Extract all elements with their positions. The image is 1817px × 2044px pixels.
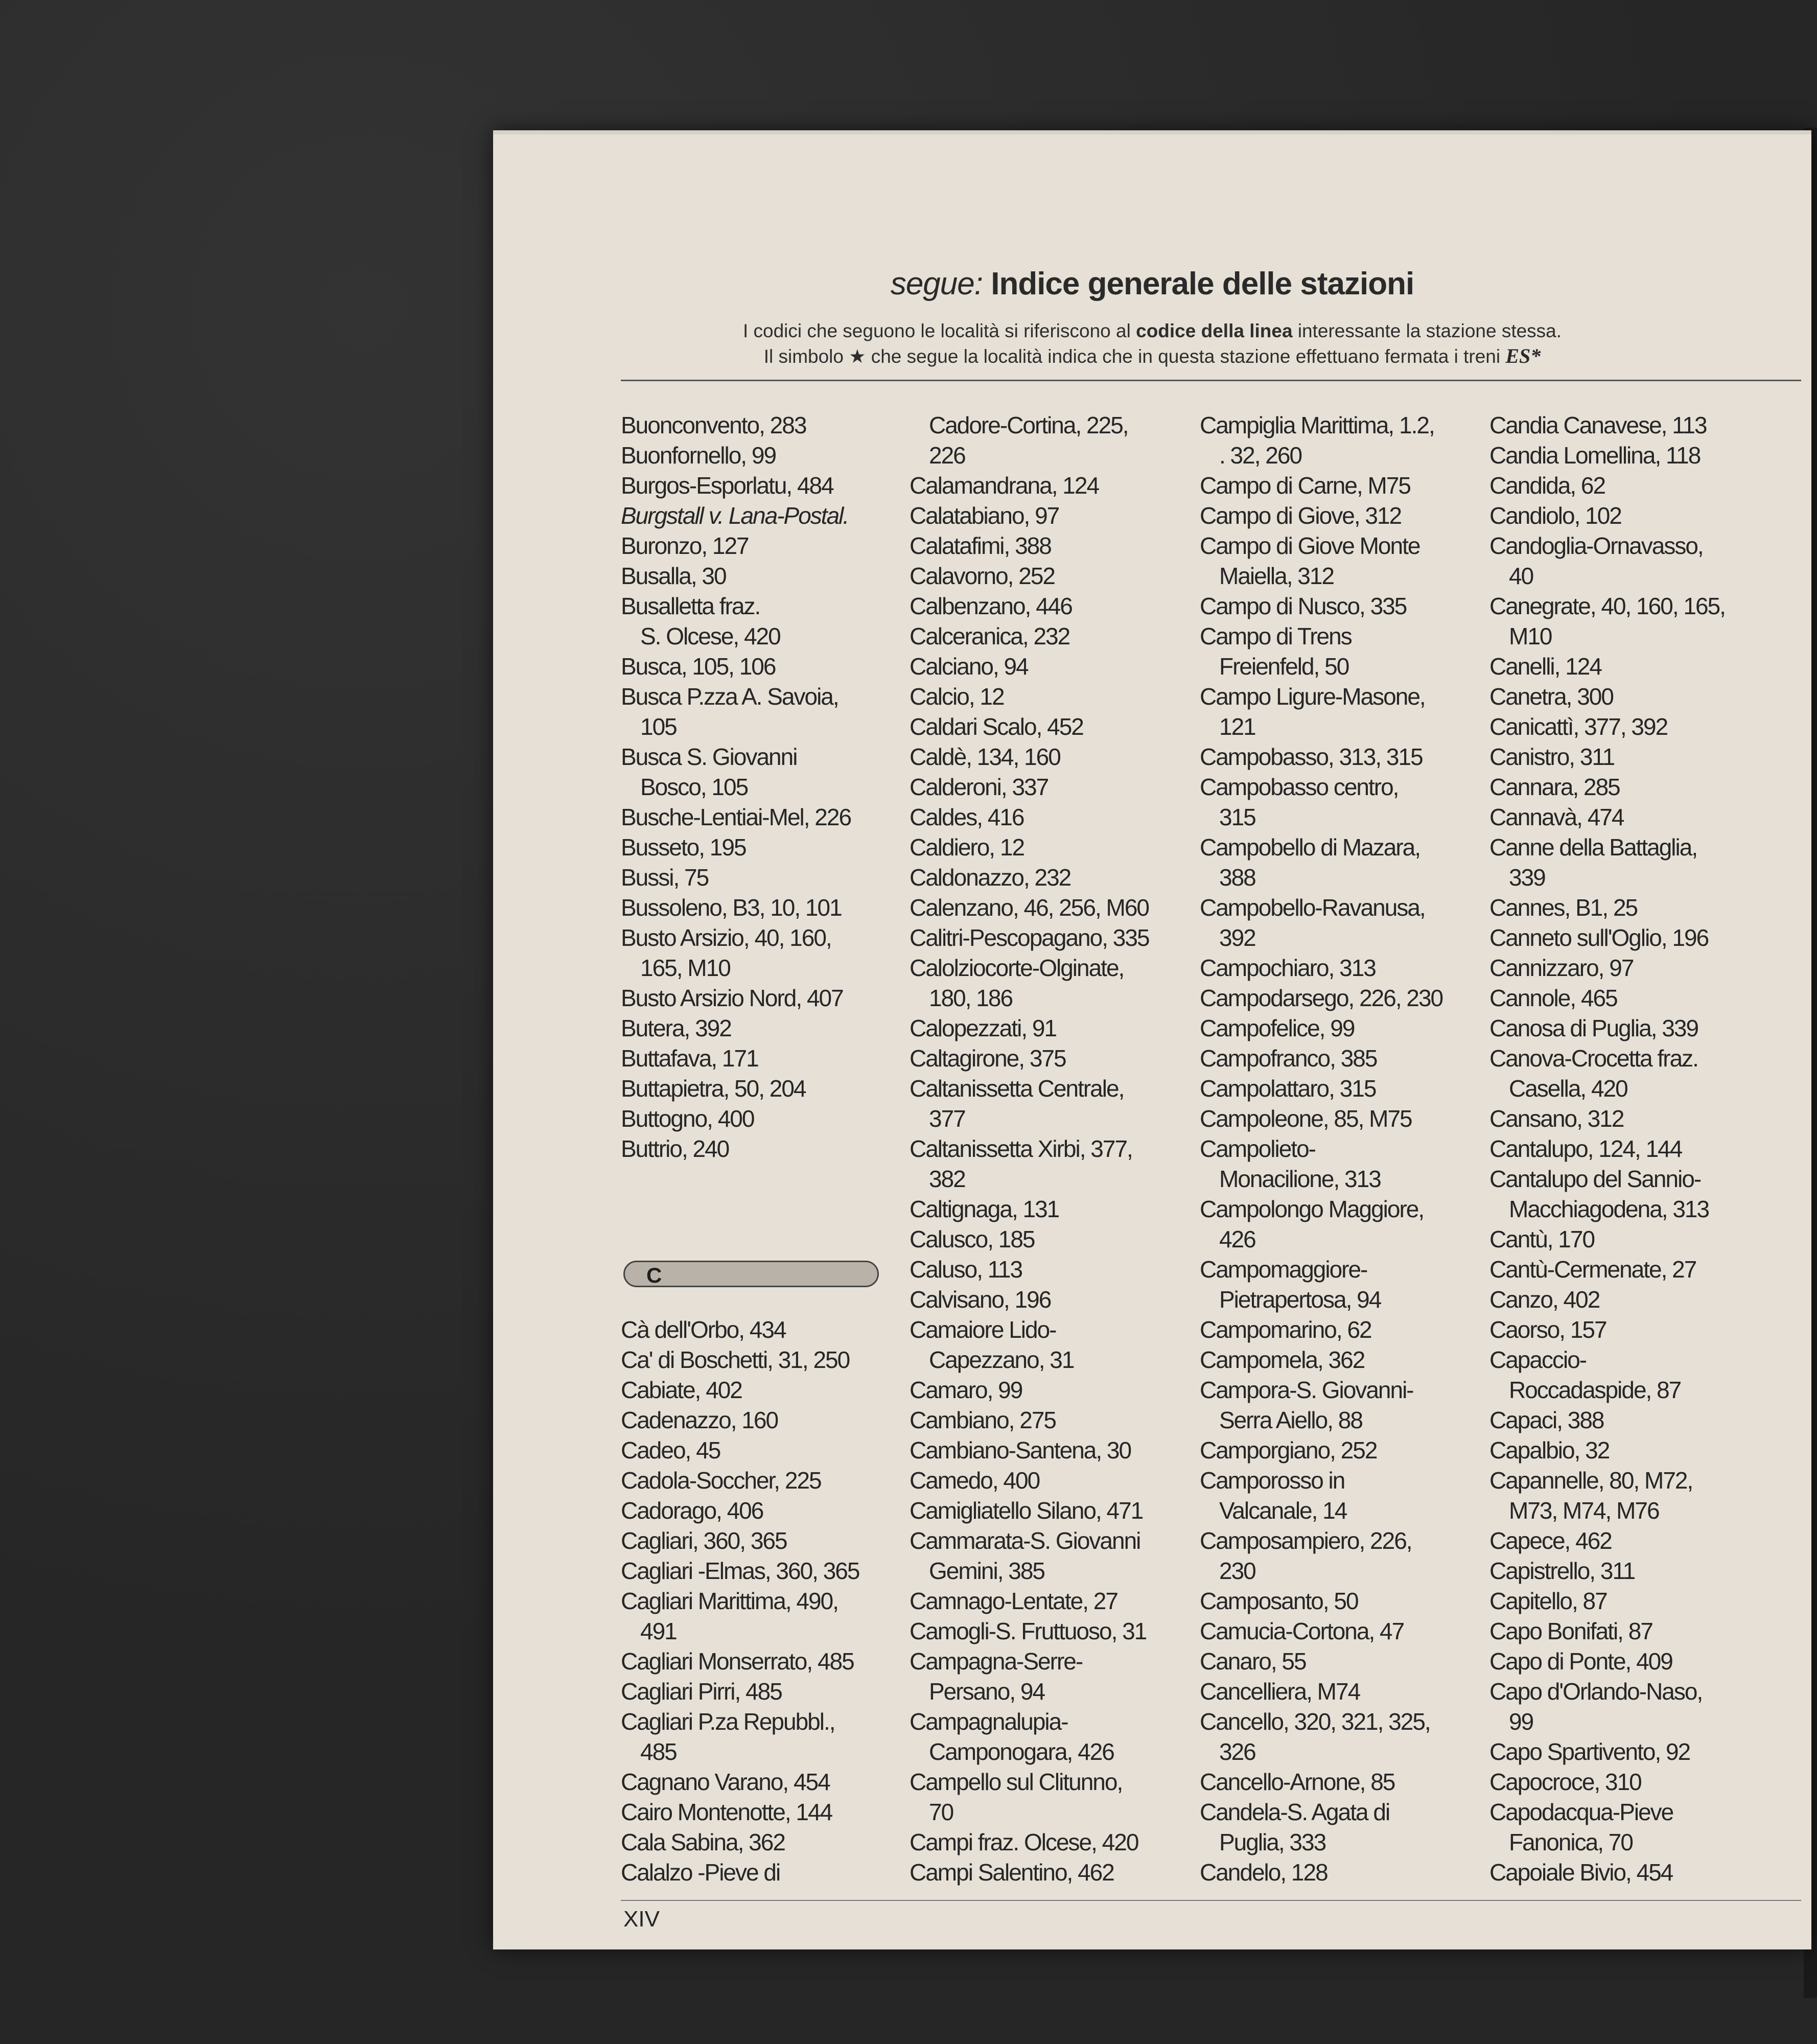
index-entry: Canneto sull'Oglio, 196 — [1489, 924, 1709, 951]
index-entry: Capannelle, 80, M72, — [1489, 1467, 1693, 1494]
index-entry: Campiglia Marittima, 1.2, — [1200, 412, 1434, 438]
index-entry: Canetra, 300 — [1489, 683, 1613, 710]
index-entry: Busto Arsizio Nord, 407 — [621, 985, 843, 1011]
index-column-3 — [1200, 410, 1486, 1888]
note-text: Il simbolo ★ che segue la località indica che in questa stazione effettuano fermata i treni — [763, 346, 1501, 367]
index-entry-continuation: Camponogara, 426 — [929, 1738, 1114, 1765]
index-entry: Cadenazzo, 160 — [621, 1407, 778, 1433]
note-text: I codici che seguono le località si riferiscono al — [742, 320, 1131, 341]
index-entry: Cancelliera, M74 — [1200, 1678, 1360, 1705]
index-entry: Capodacqua-Pieve — [1489, 1799, 1673, 1825]
index-entry: Campofranco, 385 — [1200, 1045, 1377, 1072]
index-entry: Calciano, 94 — [910, 653, 1028, 680]
index-entry: Campi fraz. Olcese, 420 — [910, 1829, 1138, 1855]
index-entry: Canova-Crocetta fraz. — [1489, 1045, 1698, 1072]
index-entry-continuation: Serra Aiello, 88 — [1219, 1407, 1362, 1433]
index-entry: Busca P.zza A. Savoia, — [621, 683, 838, 710]
index-entry-continuation: 326 — [1219, 1738, 1255, 1765]
index-entry: Busalletta fraz. — [621, 593, 760, 619]
index-entry: Cagnano Varano, 454 — [621, 1769, 830, 1795]
index-entry: Camaiore Lido- — [910, 1316, 1056, 1343]
index-entry: Calcio, 12 — [910, 683, 1004, 710]
index-entry: Cantalupo, 124, 144 — [1489, 1135, 1682, 1162]
index-entry: Bussoleno, B3, 10, 101 — [621, 894, 842, 921]
index-entry-continuation: . 32, 260 — [1219, 442, 1302, 469]
note-bold-text: codice della linea — [1136, 320, 1293, 341]
index-entry: Camucia-Cortona, 47 — [1200, 1618, 1404, 1644]
index-entry: Cancello, 320, 321, 325, — [1200, 1708, 1430, 1735]
index-entry: Capaci, 388 — [1489, 1407, 1604, 1433]
index-entry: Cambiano-Santena, 30 — [910, 1437, 1131, 1464]
index-entry: Cagliari Monserrato, 485 — [621, 1648, 854, 1675]
index-entry: Camposampiero, 226, — [1200, 1527, 1412, 1554]
index-entry: Campo di Carne, M75 — [1200, 472, 1410, 499]
index-entry: Calusco, 185 — [910, 1226, 1035, 1252]
index-entry: Canzo, 402 — [1489, 1286, 1600, 1313]
index-entry-continuation: 40 — [1509, 563, 1533, 589]
index-entry: Campo di Giove, 312 — [1200, 502, 1402, 529]
index-entry: Candelo, 128 — [1200, 1859, 1327, 1886]
index-entry-continuation: Gemini, 385 — [929, 1558, 1045, 1584]
index-entry: Calamandrana, 124 — [910, 472, 1099, 499]
index-entry: Calatabiano, 97 — [910, 502, 1059, 529]
index-entry: Cantù-Cermenate, 27 — [1489, 1256, 1696, 1283]
index-entry: Cannole, 465 — [1489, 985, 1617, 1011]
index-entry: Campolongo Maggiore, — [1200, 1196, 1424, 1222]
index-entry-continuation: Valcanale, 14 — [1219, 1497, 1347, 1524]
index-entry: Capece, 462 — [1489, 1527, 1612, 1554]
index-entry: Campora-S. Giovanni- — [1200, 1377, 1413, 1403]
es-train-logo: ES* — [1505, 344, 1541, 367]
index-entry: Camposanto, 50 — [1200, 1588, 1358, 1614]
index-entry-continuation: 382 — [929, 1166, 965, 1192]
index-entry: Caldari Scalo, 452 — [910, 713, 1083, 740]
index-entry: Campoleone, 85, M75 — [1200, 1105, 1412, 1132]
index-entry: Campomarino, 62 — [1200, 1316, 1371, 1343]
index-entry: Calbenzano, 446 — [910, 593, 1072, 619]
index-entry: Canaro, 55 — [1200, 1648, 1306, 1675]
index-entry: Cambiano, 275 — [910, 1407, 1056, 1433]
index-entry: Canelli, 124 — [1489, 653, 1601, 680]
index-entry: Campobello di Mazara, — [1200, 834, 1420, 861]
index-entry: Caluso, 113 — [910, 1256, 1022, 1283]
index-entry: Buttapietra, 50, 204 — [621, 1075, 806, 1102]
index-entry: Cadola-Soccher, 225 — [621, 1467, 821, 1494]
index-entry: Campobello-Ravanusa, — [1200, 894, 1425, 921]
index-entry: Canosa di Puglia, 339 — [1489, 1015, 1698, 1041]
index-entry: Capitello, 87 — [1489, 1588, 1607, 1614]
index-entry: Canne della Battaglia, — [1489, 834, 1697, 861]
index-entry: Bussi, 75 — [621, 864, 709, 891]
index-entry: Calatafimi, 388 — [910, 532, 1051, 559]
index-entry: Cagliari -Elmas, 360, 365 — [621, 1558, 859, 1584]
index-entry: Cancello-Arnone, 85 — [1200, 1769, 1395, 1795]
index-entry: Canicattì, 377, 392 — [1489, 713, 1668, 740]
index-entry: Buttafava, 171 — [621, 1045, 758, 1072]
index-entry: Buttrio, 240 — [621, 1135, 729, 1162]
index-column-4 — [1489, 410, 1776, 1888]
title-prefix: segue: — [890, 266, 983, 301]
index-entry: Camigliatello Silano, 471 — [910, 1497, 1143, 1524]
index-entry: Camedo, 400 — [910, 1467, 1040, 1494]
index-entry: Campi Salentino, 462 — [910, 1859, 1114, 1886]
index-entry: Camogli-S. Fruttuoso, 31 — [910, 1618, 1147, 1644]
index-entry-continuation: Capezzano, 31 — [929, 1346, 1074, 1373]
index-entry: Campolieto- — [1200, 1135, 1315, 1162]
index-entry: Capo Bonifati, 87 — [1489, 1618, 1652, 1644]
index-entry: Camporosso in — [1200, 1467, 1345, 1494]
index-entry-continuation: Pietrapertosa, 94 — [1219, 1286, 1381, 1313]
index-entry-continuation: 105 — [640, 713, 677, 740]
index-entry-continuation: 121 — [1219, 713, 1255, 740]
index-entry-continuation: 99 — [1509, 1708, 1533, 1735]
index-entry-continuation: 426 — [1219, 1226, 1255, 1252]
index-entry: Caltanissetta Centrale, — [910, 1075, 1124, 1102]
index-entry: Cagliari Marittima, 490, — [621, 1588, 838, 1614]
index-entry: Busca S. Giovanni — [621, 744, 797, 770]
index-entry: Campobasso centro, — [1200, 774, 1399, 800]
index-entry: Camaro, 99 — [910, 1377, 1022, 1403]
index-entry: Cala Sabina, 362 — [621, 1829, 785, 1855]
index-entry: Cabiate, 402 — [621, 1377, 742, 1403]
index-entry: Cannes, B1, 25 — [1489, 894, 1638, 921]
document-page — [493, 130, 1811, 1949]
index-entry: Cantù, 170 — [1489, 1226, 1595, 1252]
index-entry: Calderoni, 337 — [910, 774, 1049, 800]
index-entry-continuation: Freienfeld, 50 — [1219, 653, 1349, 680]
index-entry: Canegrate, 40, 160, 165, — [1489, 593, 1725, 619]
index-entry: Campo Ligure-Masone, — [1200, 683, 1425, 710]
index-entry-continuation: Cadore-Cortina, 225, — [929, 412, 1128, 438]
index-entry-continuation: 315 — [1219, 804, 1255, 830]
section-c-entries — [621, 1315, 907, 1888]
section-letter: C — [646, 1263, 662, 1287]
index-entry: Cammarata-S. Giovanni — [910, 1527, 1140, 1554]
index-entry-continuation: 491 — [640, 1618, 677, 1644]
index-entry: Campodarsego, 226, 230 — [1200, 985, 1443, 1011]
page-title — [493, 266, 1811, 302]
index-entry: Calitri-Pescopagano, 335 — [910, 924, 1149, 951]
index-entry: Buonconvento, 283 — [621, 412, 806, 438]
index-entry: Calalzo -Pieve di — [621, 1859, 780, 1886]
index-entry: Campolattaro, 315 — [1200, 1075, 1376, 1102]
index-entry: Cadeo, 45 — [621, 1437, 720, 1464]
page-top-edge — [493, 130, 1811, 134]
index-entry: Caldè, 134, 160 — [910, 744, 1060, 770]
title-text: Indice generale delle stazioni — [991, 266, 1414, 301]
index-entry: Cagliari Pirri, 485 — [621, 1678, 782, 1705]
index-entry: Capaccio- — [1489, 1346, 1587, 1373]
index-entry: Cairo Montenotte, 144 — [621, 1799, 832, 1825]
index-entry: Cannavà, 474 — [1489, 804, 1624, 830]
index-entry: Calceranica, 232 — [910, 623, 1070, 649]
index-entry: Busche-Lentiai-Mel, 226 — [621, 804, 851, 830]
index-entry: Campo di Giove Monte — [1200, 532, 1420, 559]
section-letter-badge — [623, 1261, 879, 1287]
footer-divider — [621, 1900, 1801, 1901]
index-entry: Buronzo, 127 — [621, 532, 749, 559]
index-entry-continuation: Casella, 420 — [1509, 1075, 1627, 1102]
index-entry-continuation: 485 — [640, 1738, 677, 1765]
index-entry-continuation: Puglia, 333 — [1219, 1829, 1326, 1855]
index-entry: Camnago-Lentate, 27 — [910, 1588, 1117, 1614]
index-entry: Cagliari P.za Repubbl., — [621, 1708, 835, 1735]
index-entry: Campofelice, 99 — [1200, 1015, 1355, 1041]
index-entry: Campomaggiore- — [1200, 1256, 1367, 1283]
index-entry: Ca' di Boschetti, 31, 250 — [621, 1346, 850, 1373]
index-entry-continuation: 377 — [929, 1105, 965, 1132]
index-entry: Cadorago, 406 — [621, 1497, 763, 1524]
note-text: interessante la stazione stessa. — [1297, 320, 1562, 341]
index-entry-continuation: Macchiagodena, 313 — [1509, 1196, 1709, 1222]
header-note-line-2 — [493, 344, 1811, 368]
index-entry-continuation: 230 — [1219, 1558, 1255, 1584]
index-entry: Candida, 62 — [1489, 472, 1605, 499]
index-entry: Capo di Ponte, 409 — [1489, 1648, 1672, 1675]
index-column-2 — [910, 410, 1196, 1888]
index-entry: Cannara, 285 — [1489, 774, 1620, 800]
index-entry: Cansano, 312 — [1489, 1105, 1624, 1132]
index-entry-continuation: 339 — [1509, 864, 1545, 891]
index-entry-continuation: 392 — [1219, 924, 1255, 951]
index-entry: Caldiero, 12 — [910, 834, 1024, 861]
index-entry-continuation: M10 — [1509, 623, 1552, 649]
index-entry-continuation: Monacilione, 313 — [1219, 1166, 1381, 1192]
index-entry: Campo di Trens — [1200, 623, 1352, 649]
index-entry: Campobasso, 313, 315 — [1200, 744, 1423, 770]
index-entry: Candoglia-Ornavasso, — [1489, 532, 1703, 559]
index-entry-continuation: Bosco, 105 — [640, 774, 748, 800]
index-entry: Buttogno, 400 — [621, 1105, 754, 1132]
index-entry: Capalbio, 32 — [1489, 1437, 1610, 1464]
index-entry-continuation: Persano, 94 — [929, 1678, 1045, 1705]
index-entry: Capistrello, 311 — [1489, 1558, 1635, 1584]
index-entry: Burgstall v. Lana-Postal. — [621, 502, 849, 529]
index-entry: Calolziocorte-Olginate, — [910, 955, 1124, 981]
index-entry: Candiolo, 102 — [1489, 502, 1621, 529]
index-entry-continuation: M73, M74, M76 — [1509, 1497, 1659, 1524]
index-entry: Butera, 392 — [621, 1015, 731, 1041]
index-entry: Calavorno, 252 — [910, 563, 1055, 589]
index-entry: Campello sul Clitunno, — [910, 1769, 1123, 1795]
index-entry: Candela-S. Agata di — [1200, 1799, 1390, 1825]
index-entry-continuation: 165, M10 — [640, 955, 730, 981]
index-entry: Capo Spartivento, 92 — [1489, 1738, 1690, 1765]
index-entry: Campomela, 362 — [1200, 1346, 1365, 1373]
index-entry: Caldes, 416 — [910, 804, 1024, 830]
index-entry-continuation: S. Olcese, 420 — [640, 623, 780, 649]
index-entry: Caldonazzo, 232 — [910, 864, 1071, 891]
index-entry: Busseto, 195 — [621, 834, 746, 861]
index-entry-continuation: 226 — [929, 442, 965, 469]
index-entry: Campagnalupia- — [910, 1708, 1068, 1735]
index-entry: Buonfornello, 99 — [621, 442, 776, 469]
index-entry: Camporgiano, 252 — [1200, 1437, 1377, 1464]
index-entry: Candia Lomellina, 118 — [1489, 442, 1700, 469]
index-entry: Caorso, 157 — [1489, 1316, 1606, 1343]
header-note-line-1 — [493, 320, 1811, 342]
index-entry: Capoiale Bivio, 454 — [1489, 1859, 1673, 1886]
index-column-1 — [621, 410, 907, 1164]
index-entry-continuation: 180, 186 — [929, 985, 1013, 1011]
index-entry: Busca, 105, 106 — [621, 653, 776, 680]
index-entry: Calvisano, 196 — [910, 1286, 1051, 1313]
index-entry: Capo d'Orlando-Naso, — [1489, 1678, 1703, 1705]
index-entry: Burgos-Esporlatu, 484 — [621, 472, 833, 499]
index-entry-continuation: 70 — [929, 1799, 953, 1825]
index-entry: Campagna-Serre- — [910, 1648, 1083, 1675]
index-entry: Cà dell'Orbo, 434 — [621, 1316, 786, 1343]
index-entry-continuation: Roccadaspide, 87 — [1509, 1377, 1681, 1403]
index-entry: Caltanissetta Xirbi, 377, — [910, 1135, 1132, 1162]
index-entry-continuation: 388 — [1219, 864, 1255, 891]
index-entry: Cannizzaro, 97 — [1489, 955, 1634, 981]
index-entry: Busto Arsizio, 40, 160, — [621, 924, 831, 951]
index-entry: Calenzano, 46, 256, M60 — [910, 894, 1149, 921]
index-entry: Caltignaga, 131 — [910, 1196, 1059, 1222]
page-number: XIV — [623, 1907, 660, 1932]
index-entry: Campochiaro, 313 — [1200, 955, 1376, 981]
index-entry: Canistro, 311 — [1489, 744, 1615, 770]
index-entry-continuation: Fanonica, 70 — [1509, 1829, 1633, 1855]
index-entry: Capocroce, 310 — [1489, 1769, 1641, 1795]
index-entry: Cantalupo del Sannio- — [1489, 1166, 1701, 1192]
index-entry-continuation: Maiella, 312 — [1219, 563, 1334, 589]
header-divider — [621, 380, 1801, 381]
index-entry: Cagliari, 360, 365 — [621, 1527, 787, 1554]
index-entry: Busalla, 30 — [621, 563, 726, 589]
index-entry: Calopezzati, 91 — [910, 1015, 1057, 1041]
index-entry: Campo di Nusco, 335 — [1200, 593, 1407, 619]
index-entry: Caltagirone, 375 — [910, 1045, 1066, 1072]
index-entry: Candia Canavese, 113 — [1489, 412, 1707, 438]
